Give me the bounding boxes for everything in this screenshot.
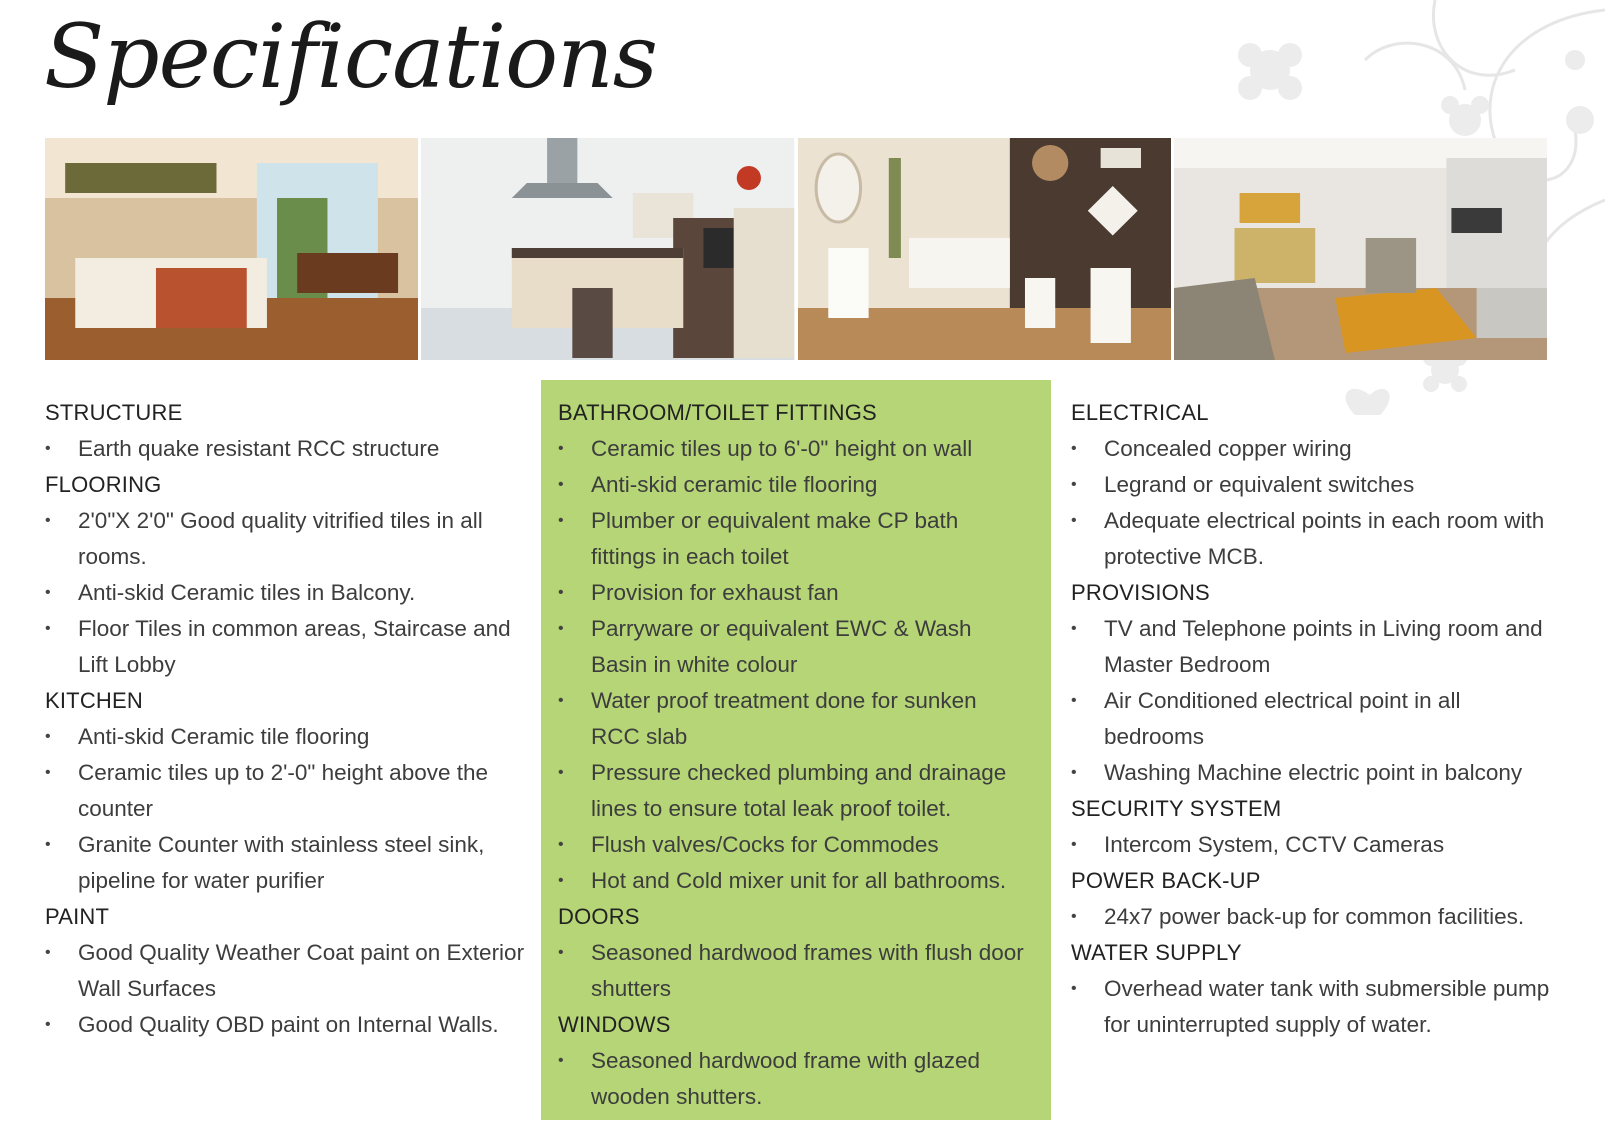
section-heading: PAINT [45, 904, 110, 929]
list-item: • TV and Telephone points in Living room and Master Bedroom [1071, 611, 1561, 683]
list-item: • Provision for exhaust fan [558, 575, 1028, 611]
section-heading: DOORS [558, 904, 640, 929]
photo-strip [45, 138, 1547, 360]
section-heading: SECURITY SYSTEM [1071, 796, 1282, 821]
list-item: • Flush valves/Cocks for Commodes [558, 827, 1028, 863]
list-item: • Intercom System, CCTV Cameras [1071, 827, 1561, 863]
section-heading: KITCHEN [45, 688, 143, 713]
list-item: • 24x7 power back-up for common facilities. [1071, 899, 1561, 935]
list-item: • Adequate electrical points in each room with protective MCB. [1071, 503, 1561, 575]
section-electrical [1071, 395, 1561, 575]
section-power-backup [1071, 863, 1561, 935]
section-structure [45, 395, 525, 467]
section-kitchen [45, 683, 525, 899]
bathroom-photo [798, 138, 1171, 360]
list-item: • Earth quake resistant RCC structure [45, 431, 525, 467]
list-item: • Granite Counter with stainless steel sink, pipeline for water purifier [45, 827, 525, 899]
section-windows [558, 1007, 1028, 1115]
list-item: • Good Quality OBD paint on Internal Walls. [45, 1007, 525, 1043]
living-room-photo [1174, 138, 1547, 360]
list-item: • Good Quality Weather Coat paint on Exterior Wall Surfaces [45, 935, 525, 1007]
section-heading: FLOORING [45, 472, 162, 497]
list-item: • 2'0"X 2'0" Good quality vitrified tiles in all rooms. [45, 503, 525, 575]
list-item: • Legrand or equivalent switches [1071, 467, 1561, 503]
list-item: • Anti-skid Ceramic tile flooring [45, 719, 525, 755]
list-item: • Ceramic tiles up to 2'-0" height above the counter [45, 755, 525, 827]
column-right [1071, 395, 1561, 1043]
section-provisions [1071, 575, 1561, 791]
list-item: • Plumber or equivalent make CP bath fittings in each toilet [558, 503, 1028, 575]
bedroom-photo [45, 138, 418, 360]
section-heading: BATHROOM/TOILET FITTINGS [558, 400, 877, 425]
list-item: • Floor Tiles in common areas, Staircase and Lift Lobby [45, 611, 525, 683]
section-heading: POWER BACK-UP [1071, 868, 1261, 893]
section-heading: WINDOWS [558, 1012, 671, 1037]
section-heading: ELECTRICAL [1071, 400, 1209, 425]
section-heading: PROVISIONS [1071, 580, 1210, 605]
section-heading: WATER SUPPLY [1071, 940, 1242, 965]
section-paint [45, 899, 525, 1043]
list-item: • Pressure checked plumbing and drainage lines to ensure total leak proof toilet. [558, 755, 1028, 827]
page-title: Specifications [44, 5, 657, 108]
column-left [45, 395, 525, 1043]
list-item: • Overhead water tank with submersible pump for uninterrupted supply of water. [1071, 971, 1561, 1043]
list-item: • Anti-skid ceramic tile flooring [558, 467, 1028, 503]
section-bathroom-fittings [558, 395, 1028, 899]
list-item: • Concealed copper wiring [1071, 431, 1561, 467]
list-item: • Washing Machine electric point in balcony [1071, 755, 1561, 791]
list-item: • Ceramic tiles up to 6'-0" height on wall [558, 431, 1028, 467]
section-heading: STRUCTURE [45, 400, 183, 425]
list-item: • Seasoned hardwood frames with flush door shutters [558, 935, 1028, 1007]
section-security-system [1071, 791, 1561, 863]
list-item: • Parryware or equivalent EWC & Wash Basin in white colour [558, 611, 1028, 683]
list-item: • Air Conditioned electrical point in all bedrooms [1071, 683, 1561, 755]
list-item: • Hot and Cold mixer unit for all bathrooms. [558, 863, 1028, 899]
list-item: • Anti-skid Ceramic tiles in Balcony. [45, 575, 525, 611]
column-middle-highlight-panel [541, 380, 1051, 1120]
section-doors [558, 899, 1028, 1007]
section-water-supply [1071, 935, 1561, 1043]
list-item: • Seasoned hardwood frame with glazed wooden shutters. [558, 1043, 1028, 1115]
section-flooring [45, 467, 525, 683]
list-item: • Water proof treatment done for sunken RCC slab [558, 683, 1028, 755]
kitchen-photo [421, 138, 794, 360]
